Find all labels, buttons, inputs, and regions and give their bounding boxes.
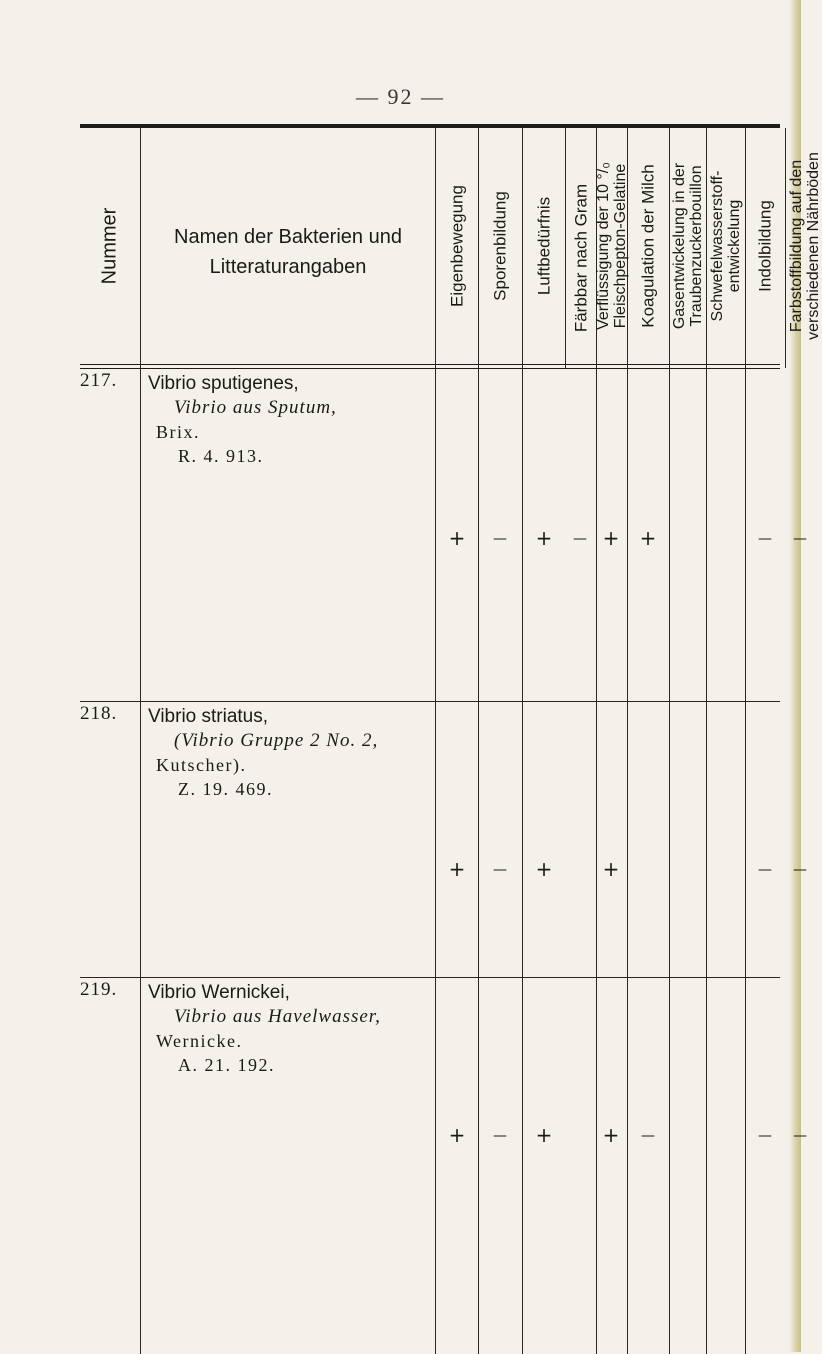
- row-name-block: [148, 981, 448, 1077]
- mark-luftbeduerfnis: +: [535, 526, 553, 550]
- header-sporenbildung: Sporenbildung: [490, 191, 510, 301]
- mark-verfluessigung: +: [602, 1123, 620, 1147]
- header-gasentwickelung: Gasentwickelung in der Traubenzuckerbouillon: [670, 162, 705, 330]
- header-name: Namen der Bakterien und Litteraturangaben: [174, 226, 402, 278]
- mark-eigenbewegung: +: [448, 1123, 466, 1147]
- mark-sporenbildung: —: [493, 862, 507, 878]
- mark-verfluessigung: +: [602, 857, 620, 881]
- mark-luftbeduerfnis: +: [535, 1123, 553, 1147]
- mark-farbstoff: —: [793, 531, 807, 547]
- mark-farbstoff: —: [793, 1128, 807, 1144]
- bacterium-name: Vibrio striatus,: [148, 706, 269, 727]
- mark-milch: +: [639, 526, 657, 550]
- literature-reference: A. 21. 192.: [178, 1055, 275, 1075]
- header-milch: Koagulation der Milch: [638, 164, 658, 328]
- header-gram: Färbbar nach Gram: [571, 183, 590, 332]
- header-eigenbewegung: Eigenbewegung: [447, 185, 466, 307]
- header-luftbeduerfnis: Luftbedürfnis: [534, 196, 553, 296]
- header-rule: [80, 364, 780, 365]
- mark-eigenbewegung: +: [448, 526, 466, 550]
- row-divider: [80, 977, 780, 978]
- table-row: [80, 368, 807, 701]
- header-schwefelwasserstoff: Schwefelwasserstoff- entwickelung: [708, 170, 743, 322]
- header-farbstoff: Farbstoffbildung auf den verschiedenen Nährböden: [788, 152, 822, 340]
- row-number: 218.: [80, 703, 118, 724]
- bacterium-synonym: (Vibrio Gruppe 2 No. 2,: [174, 730, 379, 751]
- mark-indol: —: [758, 1128, 772, 1144]
- mark-eigenbewegung: +: [448, 857, 466, 881]
- row-number: 217.: [80, 370, 118, 391]
- mark-milch: —: [641, 1128, 655, 1144]
- literature-reference: R. 4. 913.: [178, 446, 264, 466]
- literature-reference: Z. 19. 469.: [178, 779, 273, 799]
- mark-farbstoff: —: [793, 862, 807, 878]
- row-name-block: [148, 372, 448, 468]
- header-verfluessigung: Verflüssigung der 10 °/₀ Fleischpepton-Gelatine: [594, 162, 629, 330]
- bacterium-synonym: Vibrio aus Sputum,: [174, 397, 337, 418]
- header-nummer: Nummer: [98, 207, 121, 285]
- mark-sporenbildung: —: [493, 531, 507, 547]
- bacterium-name: Vibrio Wernickei,: [148, 982, 290, 1003]
- table-row: [80, 977, 807, 1354]
- bacterium-author: Brix.: [156, 422, 201, 442]
- table-row: [80, 701, 807, 977]
- bacterium-synonym: Vibrio aus Havelwasser,: [174, 1006, 381, 1027]
- page-number: — 92 —: [356, 84, 445, 109]
- bacterium-author: Kutscher).: [156, 755, 247, 775]
- mark-sporenbildung: —: [493, 1128, 507, 1144]
- header-indolbildung: Indolbildung: [755, 200, 775, 292]
- mark-indol: —: [758, 862, 772, 878]
- row-divider: [80, 701, 780, 702]
- row-number: 219.: [80, 979, 118, 1000]
- mark-luftbeduerfnis: +: [535, 857, 553, 881]
- mark-verfluessigung: +: [602, 526, 620, 550]
- mark-gram: —: [573, 531, 587, 547]
- bacterium-author: Wernicke.: [156, 1031, 243, 1051]
- mark-indol: —: [758, 531, 772, 547]
- bacterium-name: Vibrio sputigenes,: [148, 373, 299, 394]
- bacteria-table: [80, 124, 822, 1354]
- row-name-block: [148, 705, 448, 801]
